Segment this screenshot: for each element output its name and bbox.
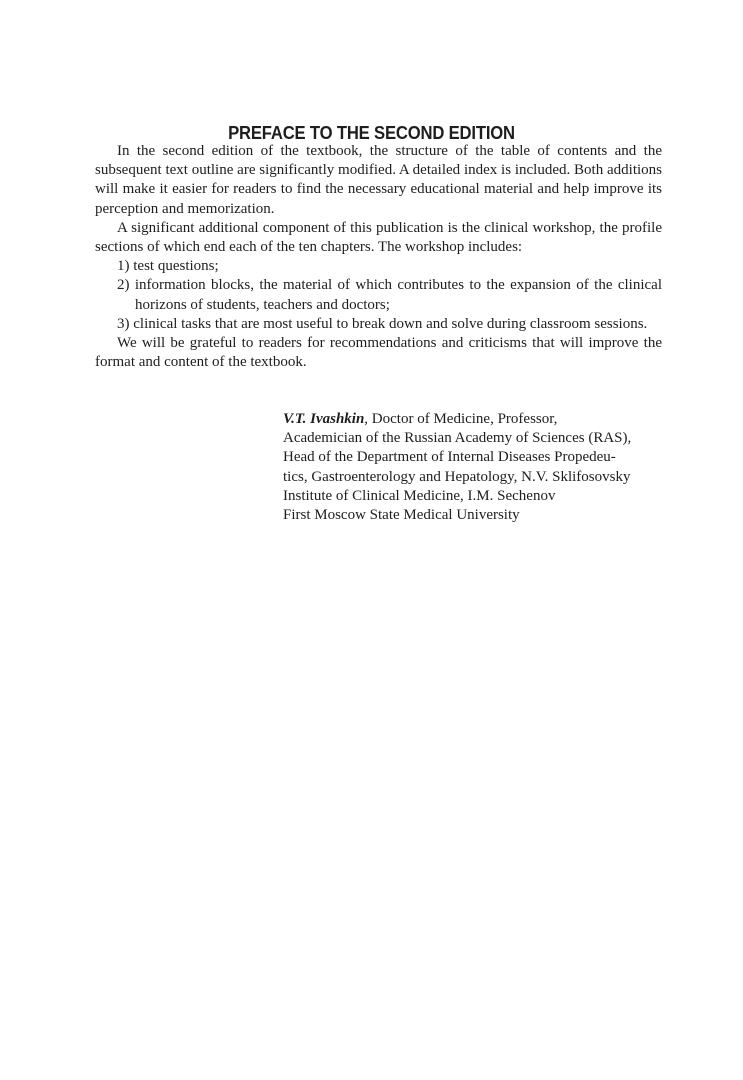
author-name: V.T. Ivashkin [283,411,365,427]
paragraph-1: In the second edition of the textbook, the structure of the table of contents and the subsequent text outline are significantly modified. A detailed index is included. Both additions will make it easier for readers to find the necessary educational material and help improve its perception and memorization. [95,143,662,217]
signature-block [283,410,673,525]
preface-body [95,142,662,372]
signature-line: First Moscow State Medical University [283,507,520,524]
closing-paragraph: We will be grateful to readers for recommendations and criticisms that will improve the format and content of the textbook. [95,335,662,371]
signature-line: Academician of the Russian Academy of Sciences (RAS), [283,430,632,447]
signature-line: Head of the Department of Internal Diseases Propedeu- [283,449,616,466]
signature-first-line [283,410,673,429]
author-credentials: , Doctor of Medicine, Professor, [364,411,558,427]
page-title: PREFACE TO THE SECOND EDITION [228,122,515,144]
signature-line: Institute of Clinical Medicine, I.M. Sechenov [283,487,556,504]
paragraph-2: A significant additional component of this publication is the clinical workshop, the profile sections of which end each of the ten chapters. The workshop includes: [95,219,662,256]
list-item: 3) clinical tasks that are most useful to break down and solve during classroom sessions. [117,315,648,332]
signature-line: tics, Gastroenterology and Hepatology, N.V. Sklifosovsky [283,468,631,485]
list-item: 1) test questions; [117,258,219,275]
workshop-list [95,257,662,334]
list-item: 2) information blocks, the material of which contributes to the expansion of the clinical horizons of students, teachers and doctors; [117,277,662,313]
